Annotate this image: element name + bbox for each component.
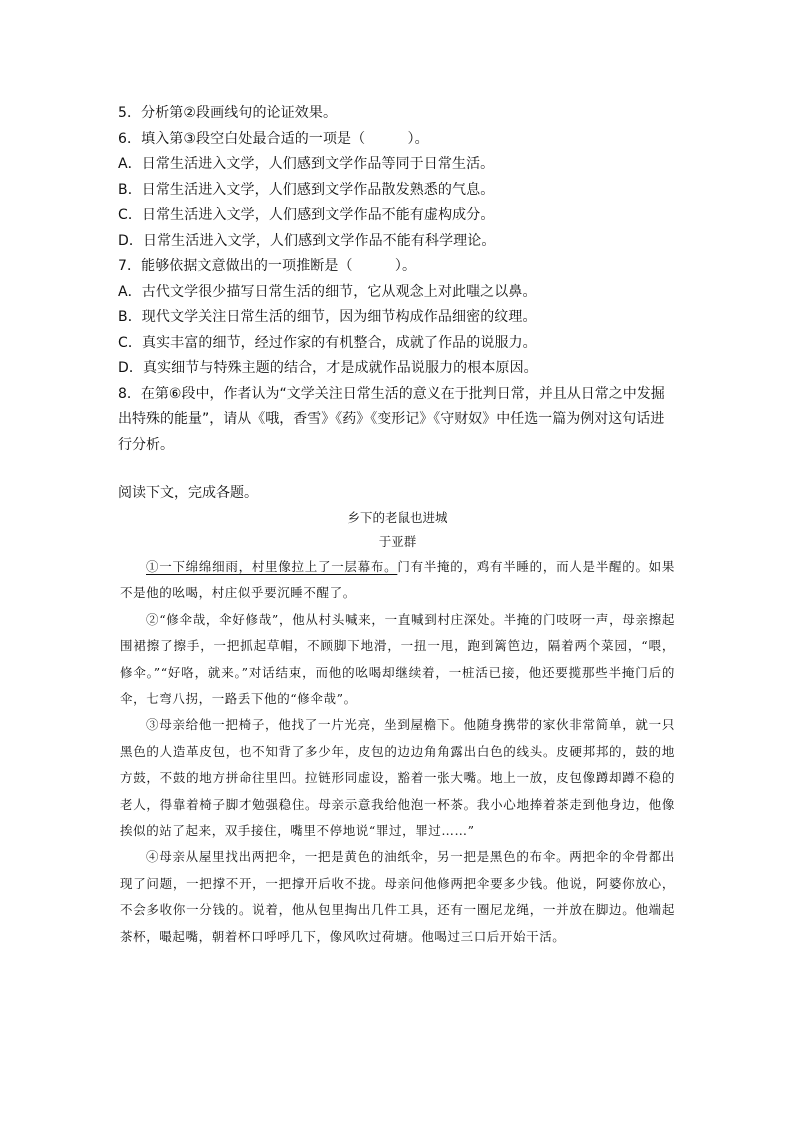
question-6: 6．填入第③段空白处最合适的一项是（ ）。 [118,130,429,147]
q7-option-d: D．真实细节与特殊主题的结合，才是成就作品说服力的根本原因。 [118,360,538,376]
essay [120,502,675,950]
essay-title: 乡下的老鼠也进城 [347,510,448,525]
question-8: 8．在第⑥段中，作者认为“文学关注日常生活的意义在于批判日常，并且从日常之中发掘出特殊的能量”，请从《哦，香雪》《药》《变形记》《守财奴》中任选一篇为例对这句话进行分析。 [118,385,665,453]
underlined-sentence: ①一下绵绵细雨，村里像拉上了一层幕布。 [146,559,398,574]
essay-paragraph-4: ④母亲从屋里找出两把伞，一把是黄色的油纸伞，另一把是黑色的布伞。两把伞的伞骨都出现了问题，一把撑不开，一把撑开后收不拢。母亲问他修两把伞要多少钱。他说，阿婆你放心，不会多收你一分钱的。说着，他从包里掏出几件工具，还有一圈尼龙绳，一并放在脚边。他端起茶杯，嘬起嘴，朝着杯口呼呼几下，像风吹过荷塘。他喝过三口后开始干活。 [120,849,675,944]
reading-instruction: 阅读下文，完成各题。 [118,485,258,501]
q7-option-c: C．真实丰富的细节，经过作家的有机整合，成就了作品的说服力。 [118,334,537,351]
q6-option-d: D．日常生活进入文学，人们感到文学作品不能有科学理论。 [118,232,496,249]
q7-option-b: B．现代文学关注日常生活的细节，因为细节构成作品细密的纹理。 [118,309,537,325]
q7-option-a: A．古代文学很少描写日常生活的细节，它从观念上对此嗤之以鼻。 [118,283,537,300]
paragraph-1-rest: 门有半掩的，鸡有半睡的，而人是半醒的。如果不是他的吆喝，村庄似乎要沉睡不醒了。 [120,559,676,601]
q6-option-b: B．日常生活进入文学，人们感到文学作品散发熟悉的气息。 [118,181,495,198]
essay-paragraph-3: ③母亲给他一把椅子，他找了一片光亮，坐到屋檐下。他随身携带的家伙非常简单，就一只黑色的人造革皮包，也不知背了多少年，皮包的边边角角露出白色的线头。皮硬邦邦的，鼓的地方鼓，不鼓的地方拼命往里凹。拉链形同虚设，豁着一张大嘴。地上一放，皮包像蹲却蹲不稳的老人，得靠着椅子脚才勉强稳住。母亲示意我给他泡一杯茶。我小心地捧着茶走到他身边，他像挨似的站了起来，双手接住，嘴里不停地说“罪过，罪过……” [120,717,675,839]
question-7: 7．能够依据文意做出的一项推断是（ ）。 [118,258,417,274]
question-section [118,101,678,458]
q6-option-c: C．日常生活进入文学，人们感到文学作品不能有虚构成分。 [118,207,495,223]
essay-paragraph-2: ②“修伞哉，伞好修哉”，他从村头喊来，一直喊到村庄深处。半掩的门吱呀一声，母亲擦起围裙擦了擦手，一把抓起草帽，不顾脚下地滑，一扭一甩，跑到篱笆边，隔着两个菜园，“喂，修伞。”“好咯，就来。”对话结束，而他的吆喝却继续着，一桩活已接，他还要揽那些半掩门后的伞，七弯八拐，一路丢下他的“修伞哉”。 [120,611,675,707]
question-5: 5．分析第②段画线句的论证效果。 [118,105,338,121]
essay-author: 于亚群 [378,534,417,549]
q6-option-a: A．日常生活进入文学，人们感到文学作品等同于日常生活。 [118,156,495,172]
essay-paragraph-1 [120,554,675,607]
